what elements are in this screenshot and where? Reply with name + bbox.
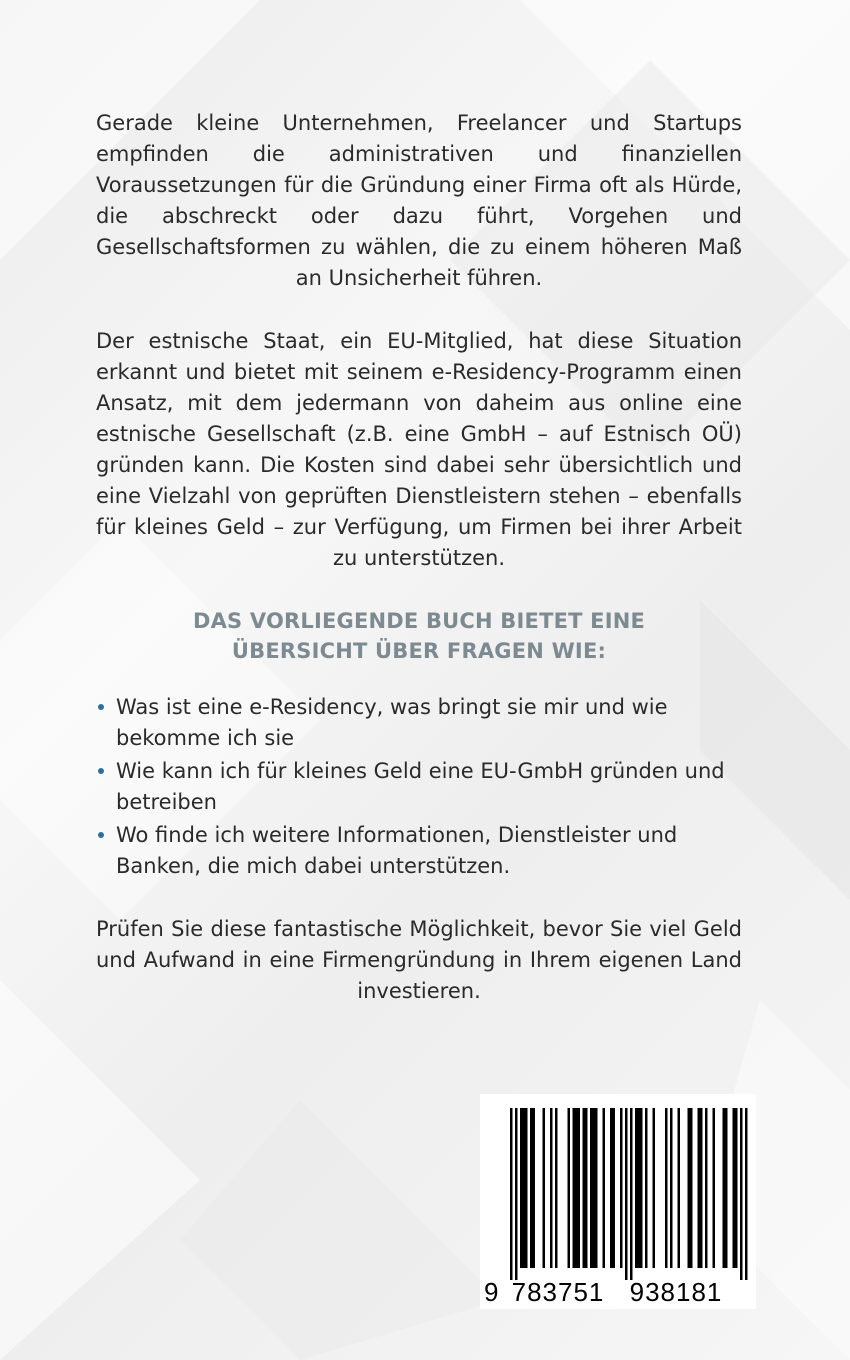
barcode-bar: [568, 1108, 571, 1268]
barcode-bar: [698, 1108, 701, 1268]
barcode-bar: [670, 1108, 673, 1268]
intro-paragraph: Gerade kleine Unternehmen, Freelancer und Startups empfinden die administrativen und finanziellen Voraussetzungen für die Gründung einer Firma oft als Hürde, die abschreckt oder dazu führt, Vorgehen und Gesellschaftsformen zu wählen, die zu einem höheren Maß an Unsicherheit führen.: [96, 111, 742, 290]
barcode-bar: [590, 1108, 593, 1268]
barcode-bar: [543, 1108, 546, 1268]
barcode-bar: [613, 1108, 616, 1268]
barcode-bar: [723, 1108, 726, 1268]
estonia-paragraph: Der estnische Staat, ein EU-Mitglied, hat diese Situation erkannt und bietet mit seinem e-Residency-Programm einen Ansatz, mit dem jedermann von daheim aus online eine estnische Gesellschaft (z.B. eine GmbH – auf Estnisch OÜ) gründen kann. Die Kosten sind dabei sehr übersichtlich und eine Vielzahl von geprüften Dienstleistern stehen – ebenfalls für kleines Geld – zur Verfügung, um Firmen bei ihrer Arbeit zu unterstützen.: [96, 329, 742, 570]
list-item-text: Was ist eine e-Residency, was bringt sie mir und wie bekomme ich sie: [116, 695, 668, 750]
barcode-first-digit: 9: [484, 1277, 499, 1307]
barcode-bar: [733, 1108, 736, 1268]
barcode-bar: [603, 1108, 606, 1268]
barcode-bar: [705, 1108, 708, 1268]
barcode-bar: [700, 1108, 703, 1268]
barcode-bar: [550, 1108, 553, 1268]
barcode-graphic: [480, 1094, 756, 1309]
list-item: [96, 820, 742, 882]
barcode-bar: [520, 1108, 523, 1268]
barcode-bar: [640, 1108, 643, 1268]
barcode-bar: [573, 1108, 576, 1268]
barcode-bar: [585, 1108, 588, 1268]
barcode-bar: [638, 1108, 641, 1268]
barcode-bar: [713, 1108, 716, 1268]
barcode-bar: [665, 1108, 668, 1268]
bullet-icon: [98, 704, 104, 710]
barcode-bar: [523, 1108, 526, 1268]
barcode-bar: [525, 1108, 528, 1268]
bullet-icon: [98, 832, 104, 838]
barcode-bar: [653, 1108, 656, 1268]
barcode-left-digits: 783751: [511, 1277, 605, 1307]
barcode-bar: [620, 1108, 623, 1268]
barcode-bar: [510, 1108, 513, 1280]
question-list: [96, 692, 742, 882]
barcode-bar: [575, 1108, 578, 1268]
list-item-text: Wo finde ich weitere Informationen, Dienstleister und Banken, die mich dabei unterstützen.: [116, 823, 678, 878]
barcode-bar: [735, 1108, 738, 1268]
list-item: [96, 692, 742, 754]
barcode-bar: [593, 1108, 596, 1268]
section-headline: [96, 606, 742, 666]
barcode-bar: [625, 1108, 628, 1280]
isbn-barcode: [480, 1094, 756, 1309]
barcode-bar: [610, 1108, 613, 1268]
closing-paragraph: Prüfen Sie diese fantastische Möglichkeit, bevor Sie viel Geld und Aufwand in eine Firmengründung in Ihrem eigenen Land investieren.: [96, 917, 742, 1003]
barcode-bar: [740, 1108, 743, 1280]
barcode-bar: [688, 1108, 691, 1268]
list-item: [96, 756, 742, 818]
barcode-bar: [515, 1108, 518, 1280]
barcode-bar: [555, 1108, 558, 1268]
bullet-icon: [98, 768, 104, 774]
barcode-bar: [530, 1108, 533, 1268]
barcode-bar: [690, 1108, 693, 1268]
barcode-bar: [678, 1108, 681, 1268]
barcode-bar: [533, 1108, 536, 1268]
barcode-bar: [630, 1108, 633, 1280]
list-item-text: Wie kann ich für kleines Geld eine EU-GmbH gründen und betreiben: [116, 759, 725, 814]
barcode-bar: [578, 1108, 581, 1268]
barcode-bar: [725, 1108, 728, 1268]
barcode-bar: [635, 1108, 638, 1268]
headline-line-2: ÜBERSICHT ÜBER FRAGEN WIE:: [231, 639, 607, 663]
barcode-bar: [745, 1108, 748, 1280]
barcode-bar: [645, 1108, 648, 1268]
barcode-bar: [595, 1108, 598, 1268]
barcode-right-digits: 938181: [629, 1277, 723, 1307]
back-cover-text: [96, 108, 742, 1039]
barcode-bar: [583, 1108, 586, 1268]
headline-line-1: DAS VORLIEGENDE BUCH BIETET EINE: [192, 609, 646, 633]
